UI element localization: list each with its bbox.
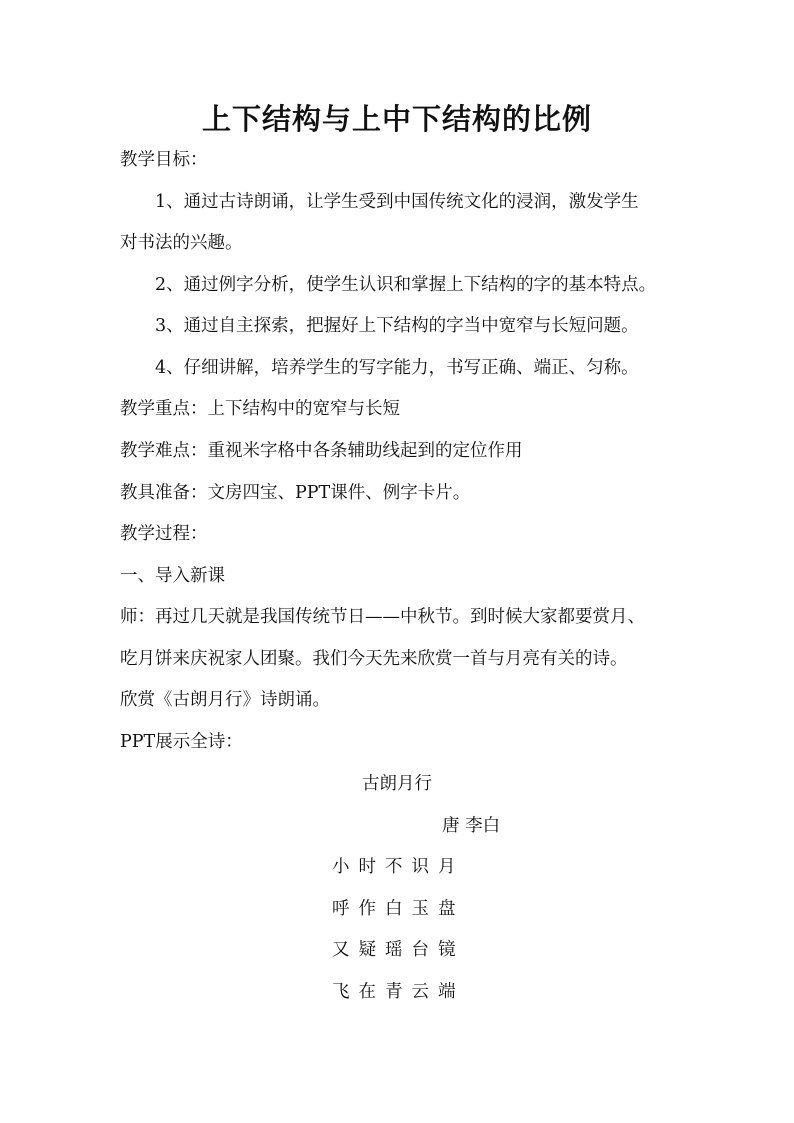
objective-3: 3、通过自主探索，把握好上下结构的字当中宽窄与长短问题。 bbox=[155, 316, 639, 336]
ppt-show-line: PPT展示全诗： bbox=[120, 732, 243, 752]
poem-line: 又疑瑶台镜 bbox=[332, 940, 465, 960]
objective-1-line-2: 对书法的兴趣。 bbox=[120, 233, 243, 253]
materials: 教具准备：文房四宝、PPT课件、例字卡片。 bbox=[120, 483, 471, 503]
process-heading: 教学过程： bbox=[120, 524, 208, 544]
objective-2: 2、通过例字分析，使学生认识和掌握上下结构的字的基本特点。 bbox=[155, 275, 657, 295]
document-title: 上下结构与上中下结构的比例 bbox=[201, 102, 592, 136]
objective-1-line-1: 1、通过古诗朗诵，让学生受到中国传统文化的浸润，激发学生 bbox=[155, 192, 639, 212]
key-point: 教学重点：上下结构中的宽窄与长短 bbox=[120, 399, 400, 419]
poem-line: 飞在青云端 bbox=[332, 982, 465, 1002]
section-1-heading: 一、导入新课 bbox=[120, 566, 225, 586]
poem-title: 古朗月行 bbox=[362, 774, 432, 794]
objective-4: 4、仔细讲解，培养学生的写字能力，书写正确、端正、匀称。 bbox=[155, 358, 639, 378]
teacher-line-1: 师：再过几天就是我国传统节日——中秋节。到时候大家都要赏月、 bbox=[120, 607, 645, 627]
teacher-line-2: 吃月饼来庆祝家人团聚。我们今天先来欣赏一首与月亮有关的诗。 bbox=[120, 649, 628, 669]
difficulty: 教学难点：重视米字格中各条辅助线起到的定位作用 bbox=[120, 441, 523, 461]
appreciate-line: 欣赏《古朗月行》诗朗诵。 bbox=[120, 690, 330, 710]
poem-author: 唐 李白 bbox=[442, 816, 501, 836]
poem-line: 呼作白玉盘 bbox=[332, 899, 465, 919]
objectives-heading: 教学目标： bbox=[120, 150, 208, 170]
poem-line: 小时不识月 bbox=[332, 857, 465, 877]
